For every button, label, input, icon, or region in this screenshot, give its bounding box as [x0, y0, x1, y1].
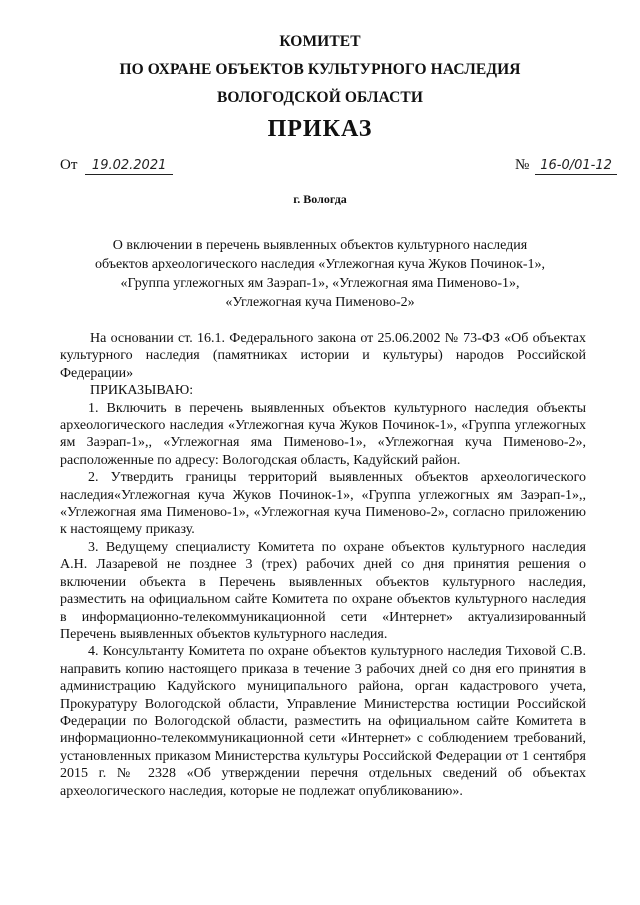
- order-item: 1. Включить в перечень выявленных объектов культурного наследия объекты археологического наследия «Углежогная куча Жуков Починок-1», «Группа углежогных ям Заэрап-1»,, «Углежогная яма Пименово-1», «Углежогная куча Пименово-2», расположенные по адресу: Вологодская область, Кадуйский район.: [60, 400, 586, 468]
- order-item: 2. Утвердить границы территорий выявленных объектов археологического наследия«Углежогная куча Жуков Починок-1», «Группа углежогных ям Заэрап-1»,, «Углежогная яма Пименово-1», «Углежогная куча Пименово-2», согласно приложению к настоящему приказу.: [60, 470, 586, 538]
- subject-line: «Углежогная куча Пименово-2»: [225, 295, 415, 310]
- order-subject: [0, 236, 640, 312]
- date-row: [60, 157, 173, 175]
- header-protection: ПО ОХРАНЕ ОБЪЕКТОВ КУЛЬТУРНОГО НАСЛЕДИЯ: [119, 61, 521, 78]
- subject-line: объектов археологического наследия «Углежогная куча Жуков Починок-1»,: [94, 257, 546, 272]
- subject-line: «Группа углежогных ям Заэрап-1», «Углежогная яма Пименово-1»,: [120, 276, 520, 291]
- document-title: ПРИКАЗ: [267, 116, 373, 142]
- order-item: 3. Ведущему специалисту Комитета по охране объектов культурного наследия А.Н. Лазаревой не позднее 3 (трех) рабочих дней со дня принятия решения о включении объекта в Перечень выявленных объектов культурного наследия, разместить на официальном сайте Комитета по охране объектов культурного наследия в информационно-телекоммуникационной сети «Интернет» актуализированный Перечень выявленных объектов культурного наследия.: [60, 539, 586, 642]
- subject-line: О включении в перечень выявленных объектов культурного наследия: [112, 238, 528, 253]
- order-item: 4. Консультанту Комитета по охране объектов культурного наследия Тиховой С.В. направить копию настоящего приказа в течение 3 рабочих дней со дня его принятия в администрацию Кадуйского муниципального района, орган кадастрового учета, Прокуратуру Вологодской области, Управление Министерства юстиции Российской Федерации по Вологодской области, разместить на официальном сайте Комитета в информационно-телекоммуникационной сети «Интернет» с соблюдением требований, установленных приказом Министерства культуры Российской Федерации от 1 сентября 2015 г. № 2328 «Об утверждении перечня отдельных сведений об объектах археологического наследия, которые не подлежат опубликованию».: [60, 644, 586, 799]
- date-label: От: [60, 157, 78, 173]
- number-value: 16-0/01-12: [540, 158, 612, 173]
- number-label: №: [515, 157, 530, 173]
- header-region: ВОЛОГОДСКОЙ ОБЛАСТИ: [216, 89, 424, 106]
- preamble: На основании ст. 16.1. Федерального закона от 25.06.2002 № 73-ФЗ «Об объектах культурного наследия (памятниках истории и культуры) народов Российской Федерации»: [60, 331, 586, 381]
- city: г. Вологда: [293, 192, 347, 206]
- order-body: [60, 330, 586, 800]
- date-value: 19.02.2021: [91, 158, 167, 173]
- header-committee: КОМИТЕТ: [279, 33, 361, 50]
- number-row: [515, 157, 617, 175]
- order-word: ПРИКАЗЫВАЮ:: [90, 383, 194, 399]
